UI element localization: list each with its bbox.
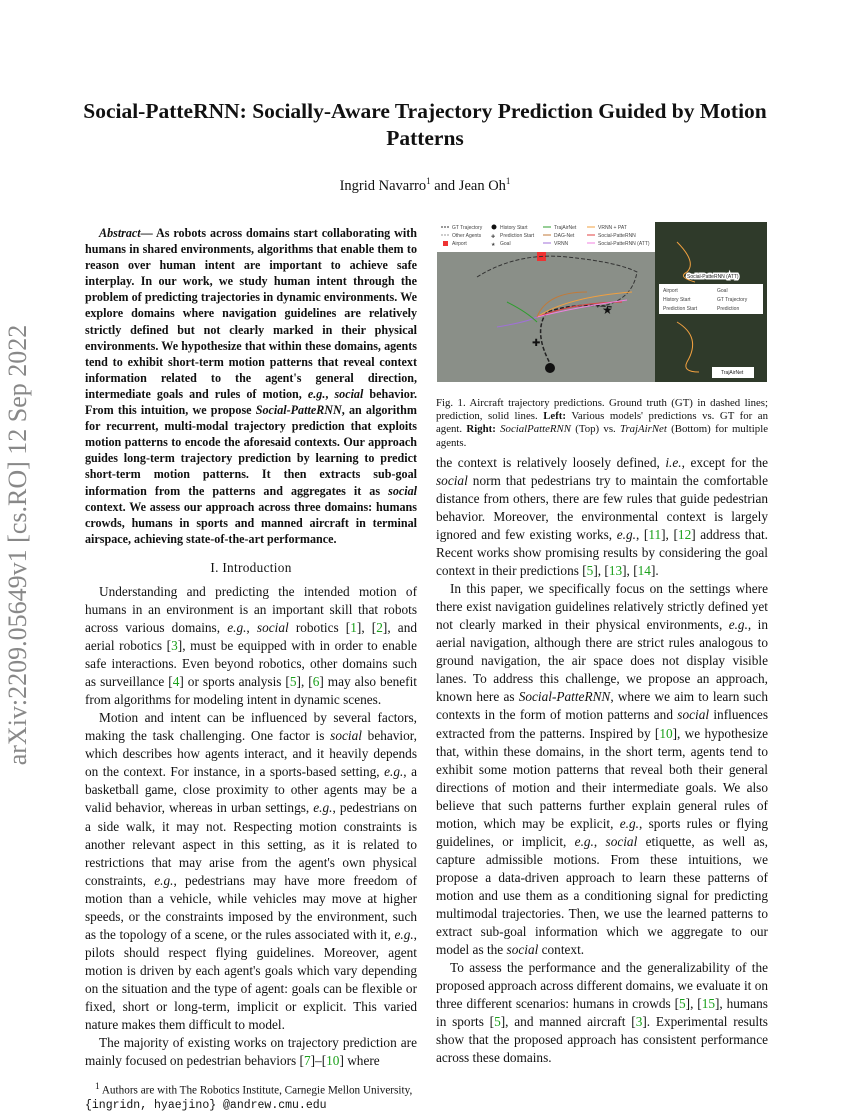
author-2: and Jean Oh: [430, 177, 506, 194]
legend-item: VRNN: [554, 241, 569, 247]
legend-item: Goal: [500, 241, 511, 247]
legend-item: History Start: [500, 225, 528, 231]
paragraph: The majority of existing works on trajectory prediction are mainly focused on pedestrian behaviors [7]–[10] where: [85, 1035, 417, 1069]
paragraph: To assess the performance and the generalizability of the proposed approach across different domains, we evaluate it on three different scenarios: humans in crowds [5], [15], humans in sports [5], and manned aircraft [3]. Experimental results show that the proposed approach has consistent performance across these domains.: [436, 960, 768, 1066]
svg-text:★: ★: [491, 242, 496, 248]
legend-item: Goal: [717, 288, 728, 294]
legend-item: Prediction Start: [663, 306, 698, 312]
affil-mark: 1: [426, 176, 431, 186]
abstract: [85, 225, 417, 547]
legend-item: Prediction: [717, 306, 740, 312]
caption-text: (Bottom) for multiple agents.: [436, 423, 769, 449]
figure-caption: [436, 397, 768, 450]
caption-text: (Top) vs.: [570, 423, 621, 436]
svg-text:✚: ✚: [532, 338, 541, 349]
abstract-text: — As robots across domains start collaborating with humans in shared environments, algorithms that enable them to reason over human intent are important to achieve safe interplay. In our work, we study human intent through the problem of predicting trajectories in dynamic environments. We explore domains where navigation guidelines are relatively strictly defined but not clearly marked in their physical environments. We hypothesize that within these domains, agents tend to exhibit short-term motion patterns that reveal context information related to the agent's general direction, intermediate goals and rules of motion, e.g., social behavior. From this intuition, we propose Social-PatteRNN, an algorithm for recurrent, multi-modal trajectory prediction that exploits motion patterns to encode the aforesaid contexts. Our approach guides long-term trajectory prediction by learning to predict short-term motion patterns. It then extracts sub-goal information from the patterns and aggregates it as social context. We assess our approach across three domains: humans crowds, humans in sports and manned aircraft in terminal airspace, achieving state-of-the-art performance.: [85, 226, 418, 546]
legend-item: Social-PatteRNN: [598, 233, 636, 239]
caption-text: Various models' predictions vs. GT for an agent.: [436, 410, 768, 436]
paper-title: Social-PatteRNN: Socially-Aware Trajectory Prediction Guided by Motion Patterns: [83, 99, 767, 150]
caption-text: Aircraft trajectory predictions. Ground truth (GT) in dashed lines; prediction, solid lines.: [436, 397, 768, 423]
paragraph: Motion and intent can be influenced by several factors, making the task challenging. One factor is social behavior, which describes how agents interact, and it heavily depends on the context. For instance, in a sports-based setting, e.g., a basketball game, close proximity to other agents may be a valid behavior, whereas in urban settings, e.g., pedestrians on a side walk, it may not. Respecting motion constraints is another relevant aspect in this setting, as it is related to restrictions that may arise from the agent's own physical constraints, e.g., pedestrians may have more freedom of motion than a vehicle, while vehicles may move at higher speeds, or the constraints imposed by the environment, such as the topology of a scene, or the rules associated with it, e.g., pilots should respect flying guidelines. Moreover, agent motion is driven by each agent's goals which vary depending on the situation and the type of agent: goals can be flexible or fixed, short or long-term, implicit or explicit. This varied nature makes them difficult to model.: [85, 710, 417, 1033]
legend-item: TrajAirNet: [554, 225, 577, 231]
caption-left: Left:: [543, 410, 566, 423]
figure-1: [437, 222, 767, 382]
legend-item: Airport: [663, 288, 678, 294]
legend-item: VRNN + PAT: [598, 225, 627, 231]
legend-item: Airport: [452, 241, 467, 247]
affil-mark: 1: [505, 176, 511, 186]
caption-model: SocialPatteRNN: [500, 423, 571, 436]
caption-model: TrajAirNet: [620, 423, 667, 436]
right-column: [436, 397, 768, 1067]
legend-item: Other Agents: [452, 233, 482, 239]
legend-item: GT Trajectory: [452, 225, 483, 231]
legend-item: DAG-Net: [554, 233, 575, 239]
panel-label: Social-PatteRNN (ATT): [687, 274, 739, 280]
footnote-mark: 1: [95, 1082, 100, 1093]
abstract-label: Abstract: [99, 226, 141, 240]
legend-item: Social-PatteRNN (ATT): [598, 241, 650, 247]
left-column: [85, 225, 417, 1113]
paragraph: In this paper, we specifically focus on the settings where there exist navigation guidelines relatively strictly defined yet not clearly marked in their physical environments, e.g., in aerial navigation, although there are strict rules analogous to ground navigation, the air space does not display visible lanes. To address this challenge, we propose an approach, known here as Social-PatteRNN, where we aim to learn such contexts in the form of motion patterns and social influences extracted from the patterns. Inspired by [10], we hypothesize that, within these domains, in the short term, agents tend to exhibit some motion patterns that reveal both their general directions of motion and their intermediate goals. We also believe that such patterns further explain general rules of motion, which may be explicit, e.g., sports rules or flying guidelines, or implicit, e.g., social etiquette, as well as, capture admissible motions. From these intuitions, we propose a data-driven approach to learn these patterns of motion and use them as a conditioning signal for predicting multimodal trajectories. Then, we use the learned patterns to extract sub-goal information which we aggregate to our model as the social context.: [436, 581, 769, 958]
svg-text:★: ★: [602, 303, 613, 317]
authors: [0, 176, 850, 195]
paragraph: the context is relatively loosely defined, i.e., except for the social norm that pedestrians try to maintain the comfortable distance from others, there are few rules that guide pedestrian behavior. Moreover, the environmental context is largely ignored and few existing works, e.g., [11], [12] address that. Recent works show promising results by considering the goal context in their predictions [5], [13], [14].: [436, 454, 769, 579]
legend-item: Prediction Start: [500, 233, 535, 239]
legend-item: GT Trajectory: [717, 297, 748, 303]
email: {ingridn, hyaejino} @andrew.cmu.edu: [85, 1098, 327, 1112]
arxiv-identifier: arXiv:2209.05649v1 [cs.RO] 12 Sep 2022: [3, 324, 32, 766]
footnote: [85, 1070, 417, 1113]
section-heading: I. Introduction: [210, 559, 292, 575]
paragraph: Understanding and predicting the intended motion of humans in an environment is an important skill that robots across various domains, e.g., social robotics [1], [2], and aerial robotics [3], must be equipped with in order to enable safe interactions. Even beyond robotics, other domains such as surveillance [4] or sports analysis [5], [6] may also benefit from algorithms for modeling intent in dynamic scenes.: [85, 583, 418, 708]
svg-text:✚: ✚: [491, 234, 496, 240]
author-1: Ingrid Navarro: [339, 177, 427, 194]
caption-right: Right:: [466, 423, 496, 436]
panel-label: TrajAirNet: [721, 370, 744, 376]
footnote-text: Authors are with The Robotics Institute, Carnegie Mellon University,: [99, 1084, 413, 1097]
legend-item: History Start: [663, 297, 691, 303]
caption-label: Fig. 1.: [436, 397, 466, 409]
